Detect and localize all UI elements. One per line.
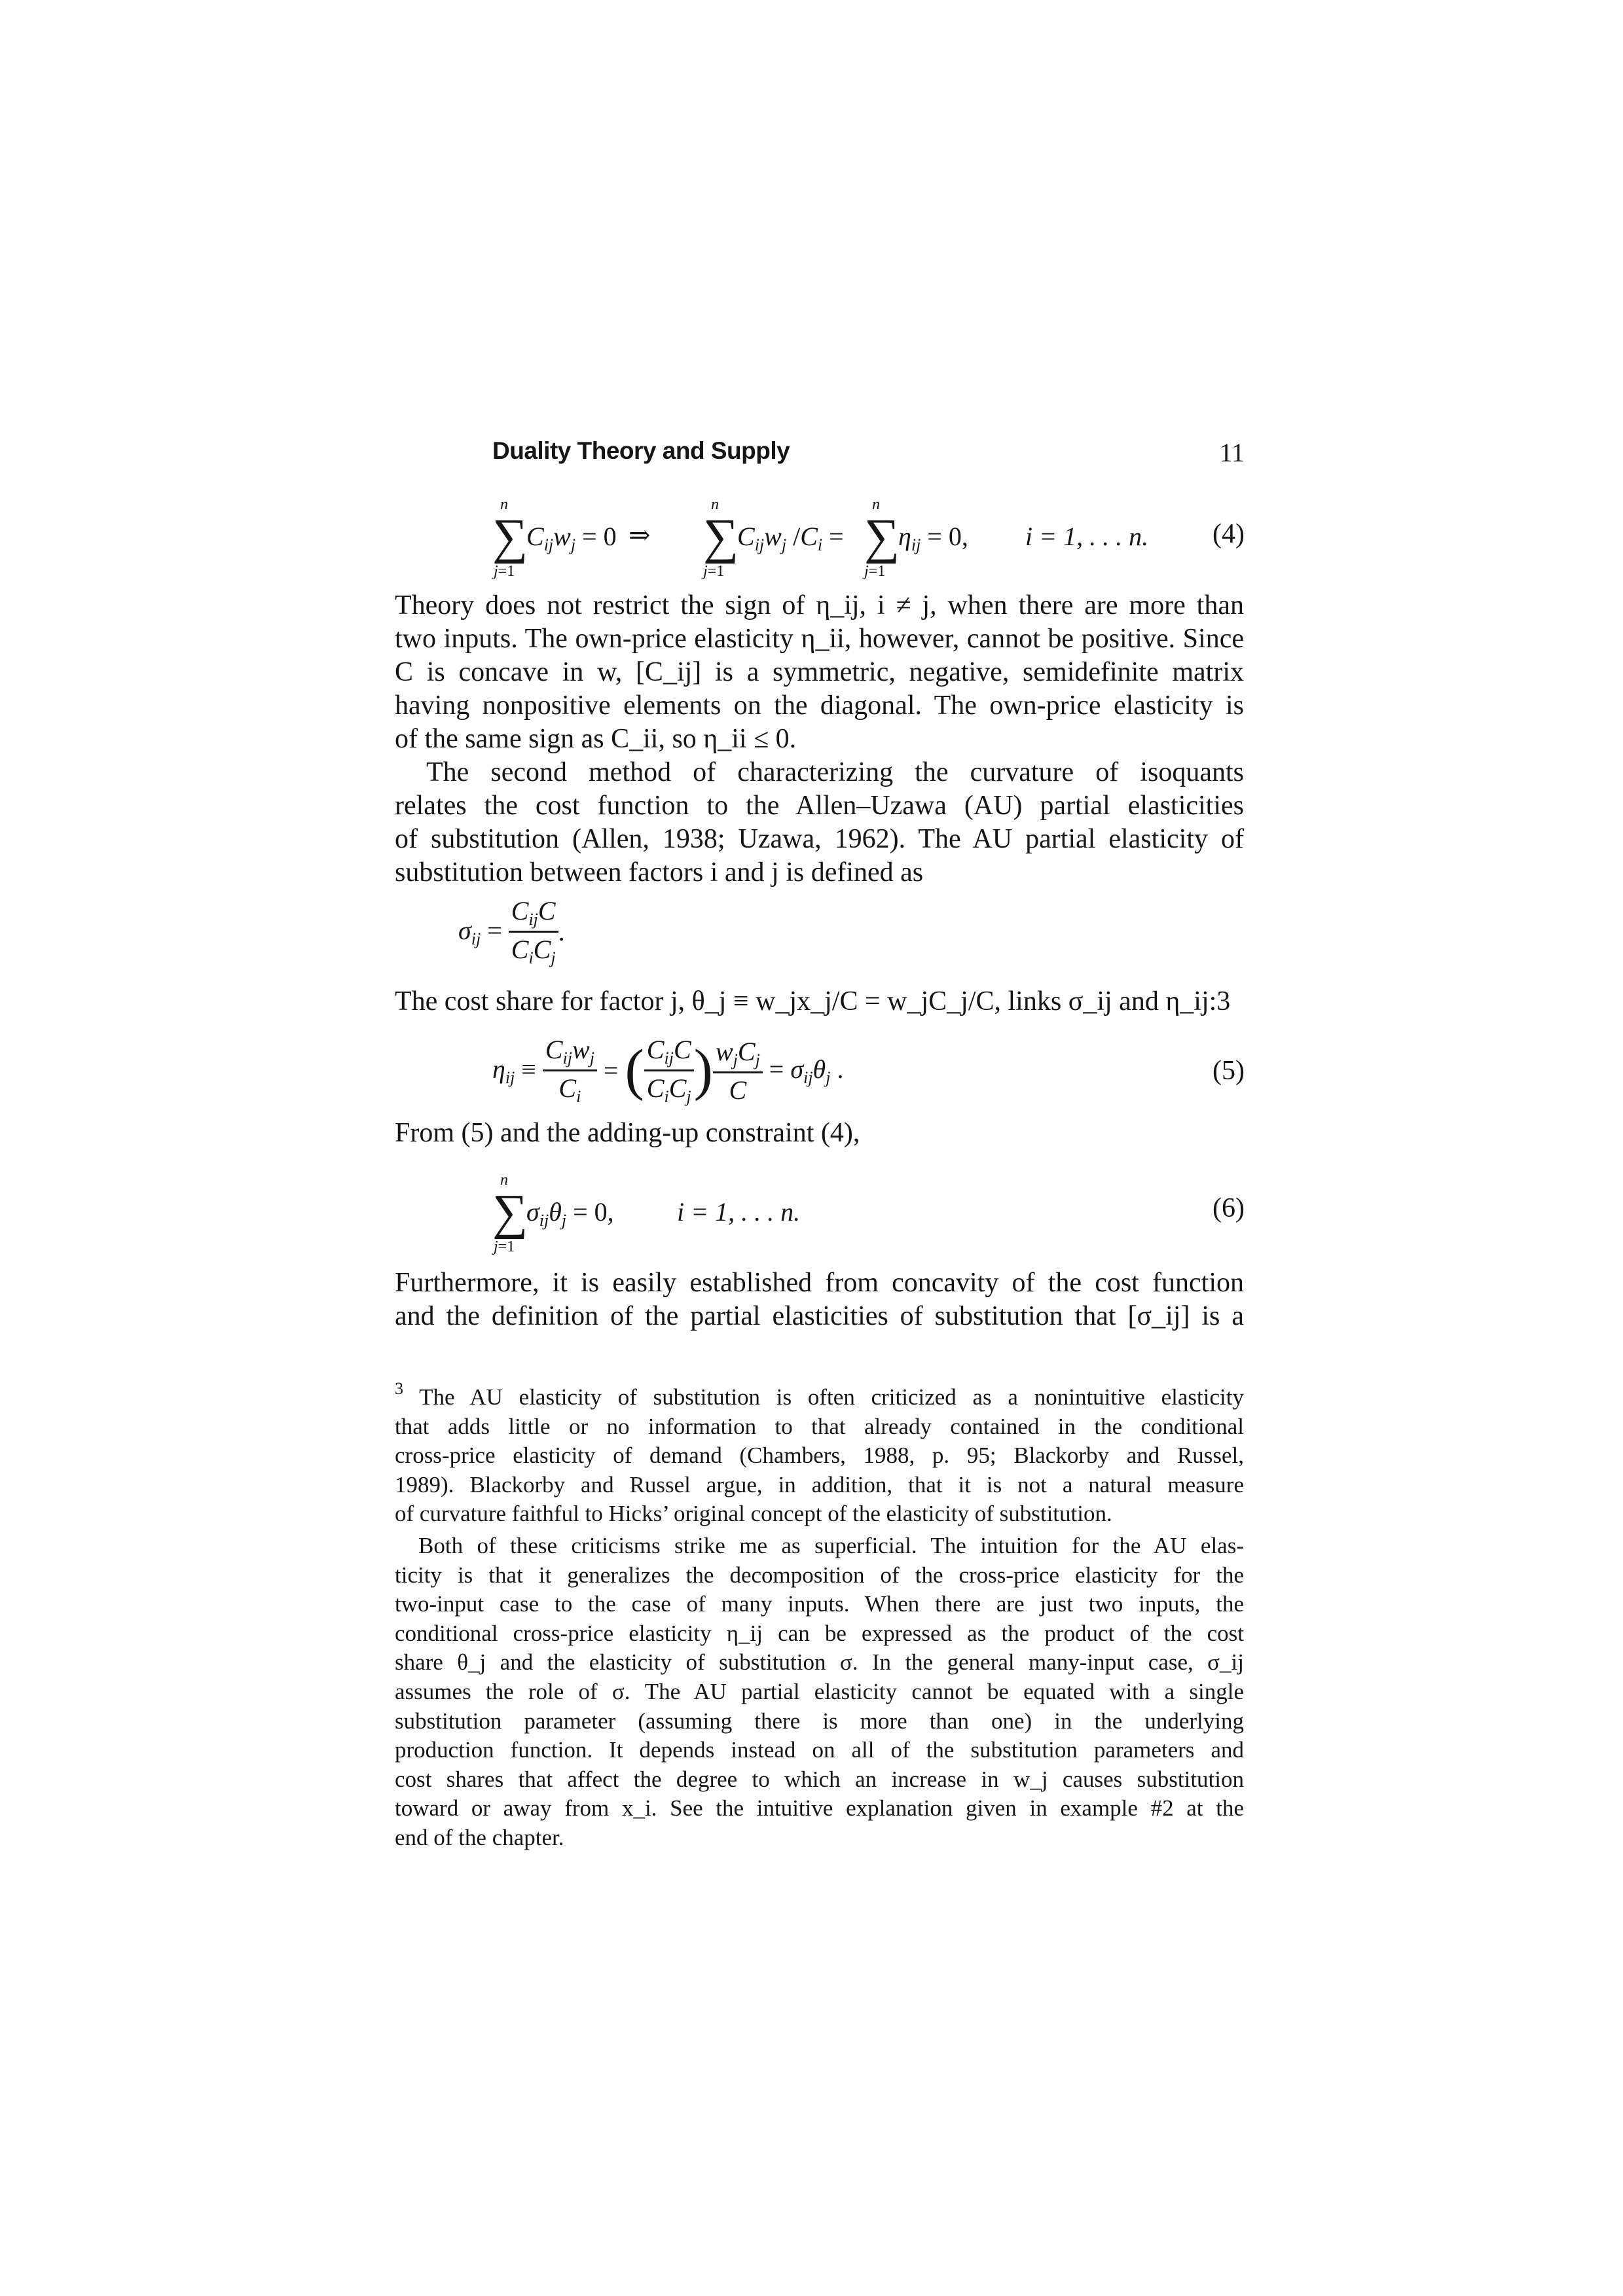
fn-p1-line-1-text: The AU elasticity of substitution is often criticized as a nonintuitive elasticity	[419, 1384, 1244, 1410]
fn-p1-line-1	[395, 1374, 1244, 1412]
eq4-range: i = 1, . . . n.	[1025, 522, 1149, 551]
fn-p2-line-9: cost shares that affect the degree to which an increase in w_j causes substitution	[395, 1766, 1244, 1792]
fn-p2-line-2: ticity is that it generalizes the decomposition of the cross-price elasticity for the	[395, 1562, 1244, 1588]
eq6-range: i = 1, . . . n.	[677, 1197, 801, 1227]
fn-p2-line-8: production function. It depends instead on all of the substitution parameters and	[395, 1737, 1244, 1763]
p2-line-3: of substitution (Allen, 1938; Uzawa, 1962). The AU partial elasticity of	[395, 824, 1244, 854]
p2-line-2: relates the cost function to the Allen–Uzawa (AU) partial elasticities	[395, 791, 1244, 821]
equation-5: $\eta_{ij}$ ≡ $\frac{C_{ij}w_j}{C_i}$ = ( $\frac{C_{ij}C}{C_iC_j}$ ) $\frac{w_jC_j}{C}$ = $\sigma_{ij}\theta_j$ .	[492, 1035, 844, 1106]
fn-p2-line-4: conditional cross-price elasticity η_ij can be expressed as the product of the cost	[395, 1620, 1244, 1646]
paragraph-4	[395, 1117, 1244, 1150]
p5-line-1: Furthermore, it is easily established from concavity of the cost function	[395, 1268, 1244, 1298]
paragraph-2	[395, 756, 1244, 889]
running-title: Duality Theory and Supply	[492, 437, 790, 464]
p4-line-1: From (5) and the adding-up constraint (4),	[395, 1118, 860, 1148]
fn-p2-line-7: substitution parameter (assuming there is more than one) in the underlying	[395, 1708, 1244, 1734]
fn-p2-line-6: assumes the role of σ. The AU partial elasticity cannot be equated with a single	[395, 1678, 1244, 1704]
p1-line-1: Theory does not restrict the sign of η_ij, i ≠ j, when there are more than	[395, 590, 1244, 620]
footnote-marker: 3	[395, 1379, 403, 1398]
equation-5-number: (5)	[1213, 1056, 1245, 1086]
p2-line-4: substitution between factors i and j is defined as	[395, 857, 924, 888]
p1-line-4: having nonpositive elements on the diagonal. The own-price elasticity is	[395, 691, 1244, 721]
fn-p2-line-10: toward or away from x_i. See the intuitive explanation given in example #2 at the	[395, 1795, 1244, 1821]
p3-line-1: The cost share for factor j, θ_j ≡ w_jx_j/C = w_jC_j/C, links σ_ij and η_ij:3	[395, 986, 1231, 1016]
equation-6-number: (6)	[1213, 1193, 1245, 1223]
p1-line-3: C is concave in w, [C_ij] is a symmetric, negative, semidefinite matrix	[395, 657, 1244, 687]
page-number: 11	[1219, 438, 1245, 467]
equation-sigma-definition: $\sigma_{ij}$ = $\frac{C_{ij}C}{C_iC_j}$ .	[458, 896, 565, 967]
fn-p1-line-2: that adds little or no information to that already contained in the conditional	[395, 1413, 1244, 1439]
fn-p2-line-3: two-input case to the case of many inputs. When there are just two inputs, the	[395, 1591, 1244, 1617]
fn-p1-line-5: of curvature faithful to Hicks’ original concept of the elasticity of substitution.	[395, 1501, 1112, 1527]
paragraph-1	[395, 589, 1244, 756]
equation-4-number: (4)	[1213, 519, 1245, 549]
p1-line-2: two inputs. The own-price elasticity η_ii, however, cannot be positive. Since	[395, 624, 1244, 654]
paragraph-3	[395, 985, 1244, 1018]
p1-line-5: of the same sign as C_ii, so η_ii ≤ 0.	[395, 724, 797, 754]
fn-p2-line-1: Both of these criticisms strike me as superficial. The intuition for the AU elas-	[418, 1532, 1244, 1558]
fn-p2-line-5: share θ_j and the elasticity of substitution σ. In the general many-input case, σ_ij	[395, 1649, 1244, 1676]
paragraph-5	[395, 1266, 1244, 1333]
p2-line-1: The second method of characterizing the curvature of isoquants	[426, 757, 1244, 787]
footnote-3	[395, 1374, 1244, 1853]
fn-p1-line-4: 1989). Blackorby and Russel argue, in addition, that it is not a natural measure	[395, 1471, 1244, 1498]
fn-p2-line-11: end of the chapter.	[395, 1824, 564, 1850]
p5-line-2: and the definition of the partial elasticities of substitution that [σ_ij] is a	[395, 1301, 1244, 1331]
fn-p1-line-3: cross-price elasticity of demand (Chambers, 1988, p. 95; Blackorby and Russel,	[395, 1443, 1244, 1469]
